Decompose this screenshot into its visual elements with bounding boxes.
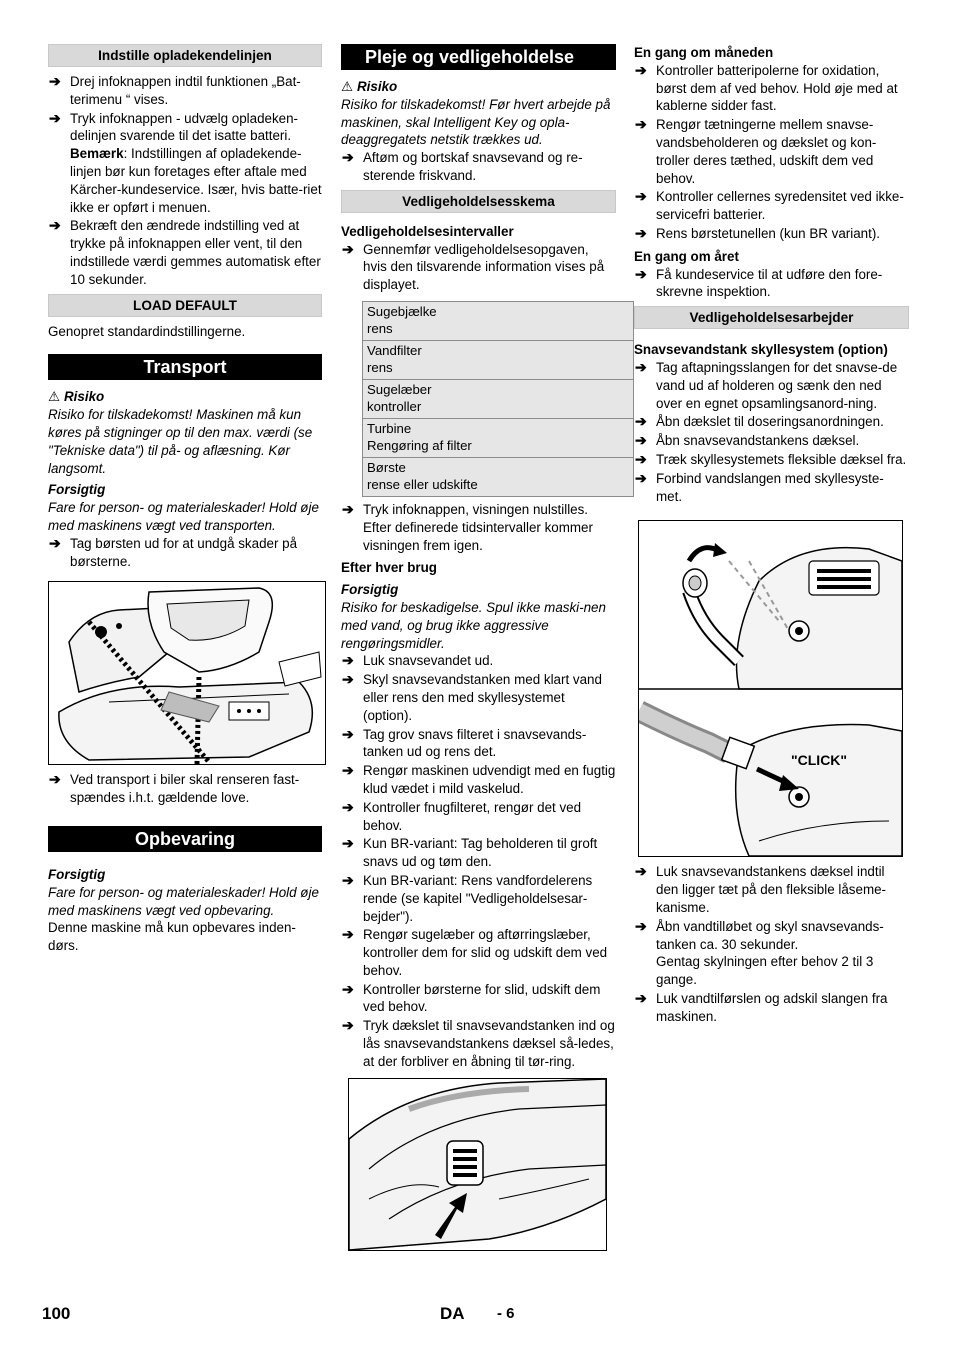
list-item: ➔ Få kundeservice til at udføre den fore-skrevne inspektion. (635, 265, 883, 300)
caution-heading: Forsigtig (48, 866, 106, 882)
list-item: ➔ Kontroller batteripolerne for oxidation, børst dem af ved behov. Hold øje med at kablerne sidder fast. (635, 61, 898, 114)
column-middle (341, 44, 616, 1251)
list-item: ➔ Tryk infoknappen - udvælg opladeken-delinjen svarende til det isatte batteri. Bemærk: Indstillingen af opladekende-linjen bør kun foretages efter aftale med Kärcher-kundeservice. Især, hvis batte-riet ikke er opført i menuen. (49, 109, 322, 215)
section-heading-load-default: LOAD DEFAULT (48, 294, 322, 317)
list-item: ➔ Luk snavsevandet ud. (342, 652, 494, 669)
list-item: ➔ Tag aftapningsslangen for det snavse-de vand ud af holderen og sænk den ned over en egnet opsamlingsanord-ning. (635, 358, 898, 411)
arrow-right-icon: ➔ (342, 652, 354, 669)
arrow-right-icon: ➔ (635, 413, 647, 430)
arrow-right-icon: ➔ (49, 217, 61, 234)
subheading-monthly: En gang om måneden (634, 45, 774, 60)
arrow-right-icon: ➔ (49, 109, 61, 126)
list-item: ➔ Kontroller cellernes syredensitet ved ikke-servicefri batterier. (635, 188, 904, 223)
arrow-right-icon: ➔ (342, 980, 354, 997)
tank-lid-illustration (348, 1078, 607, 1251)
machine-brush-removal-drawing (49, 582, 325, 764)
note-text: : Indstillingen af opladekende-linjen bør kun foretages efter aftale med Kärcher-kundeservice. Især, hvis batte-riet ikke er opført i menuen. (70, 146, 322, 215)
list-item: ➔ Rens børstetunellen (kun BR variant). (635, 224, 881, 241)
tank-lid-lock-drawing (349, 1079, 606, 1250)
list-item: ➔ Rengør maskinen udvendigt med en fugtig klud vædet i mild vaskelud. (342, 762, 616, 796)
transport-illustration (48, 581, 326, 765)
hose-connection-drawing (639, 521, 902, 856)
page-number: 100 (42, 1304, 71, 1323)
arrow-right-icon: ➔ (635, 989, 647, 1006)
list-item: ➔ Tag børsten ud for at undgå skader på børsterne. (49, 534, 298, 569)
list-item: ➔ Åbn vandtilløbet og skyl snavsevands-tanken ca. 30 sekunder. Gentag skylningen efter behov 2 til 3 gange. (635, 917, 884, 988)
list-item: ➔ Rengør sugelæber og aftørringslæber, kontroller dem for slid og udskift dem ved behov. (342, 926, 608, 978)
list-item: ➔ Forbind vandslangen med skyllesyste-met. (635, 469, 884, 504)
click-label: "CLICK" (791, 752, 848, 769)
arrow-right-icon: ➔ (635, 917, 647, 934)
storage-text: Denne maskine må kun opbevares inden-dørs. (48, 920, 296, 954)
close-steps (634, 863, 909, 1025)
arrow-right-icon: ➔ (635, 61, 647, 78)
warning-triangle-icon: ⚠ (48, 389, 61, 405)
table-row: Vandfilter rens (363, 340, 634, 379)
arrow-right-icon: ➔ (635, 224, 647, 241)
list-item: ➔ Kontroller børsterne for slid, udskift dem ved behov. (342, 980, 601, 1015)
maintenance-risk-text: Risiko for tilskadekomst! Før hvert arbejde på maskinen, skal Intelligent Key og opla-deaggregatets netstik trækkes ud. (341, 96, 611, 148)
language-code: DA (440, 1304, 465, 1323)
list-item: ➔ Åbn dækslet til doseringsanordningen. (635, 413, 884, 430)
arrow-right-icon: ➔ (635, 116, 647, 133)
subheading-yearly: En gang om året (634, 248, 739, 264)
list-item: ➔ Bekræft den ændrede indstilling ved at trykke på infoknappen eller vent, til den indstillede værdi gemmes automatisk efter 10 sekunder. (49, 217, 321, 287)
arrow-right-icon: ➔ (342, 725, 354, 742)
list-item: ➔ Rengør tætningerne mellem snavse-vandsbeholderen og dækslet og kon-troller deres tæthed, udskift dem ved behov. (635, 116, 877, 186)
warning-triangle-icon: ⚠ (341, 79, 354, 94)
arrow-right-icon: ➔ (342, 926, 354, 943)
chapter-heading-maintenance: Pleje og vedligeholdelse (341, 44, 616, 70)
list-item: ➔ Skyl snavsevandstanken med klart vand eller rens den med skyllesystemet (option). (342, 671, 602, 723)
arrow-right-icon: ➔ (49, 771, 61, 788)
rinse-steps (634, 359, 909, 505)
list-item: ➔ Drej infoknappen indtil funktionen „Bat-terimenu “ vises. (49, 73, 301, 107)
arrow-right-icon: ➔ (342, 762, 354, 779)
list-item: ➔ Træk skyllesystemets fleksible dæksel fra. (635, 450, 907, 467)
subheading-rinse-system: Snavsevandstank skyllesystem (option) (634, 342, 888, 358)
subheading-intervals: Vedligeholdelsesintervaller (341, 223, 514, 239)
arrow-right-icon: ➔ (635, 188, 647, 205)
section-heading-charge-line: Indstille opladekendelinjen (48, 44, 322, 67)
maintenance-schedule-table (362, 301, 634, 497)
section-heading-schedule: Vedligeholdelsesskema (341, 190, 616, 213)
transport-risk-text: Risiko for tilskadekomst! Maskinen må kun køres på stigninger op til den max. værdi (se "Tekniske data") til på- og aflæsning. Kør langsomt. (48, 407, 313, 476)
list-item: ➔ Tryk dækslet til snavsevandstanken ind og lås snavsevandstankens dæksel så-ledes, at der forbliver en åbning til tør-ring. (342, 1017, 615, 1069)
monthly-steps (634, 62, 909, 243)
list-item: ➔ Åbn snavsevandstankens dæksel. (635, 432, 860, 449)
arrow-right-icon: ➔ (342, 835, 354, 852)
arrow-right-icon: ➔ (342, 240, 354, 257)
risk-heading: ⚠ Risiko (48, 389, 105, 405)
risk-heading: ⚠ Risiko (341, 79, 398, 94)
arrow-right-icon: ➔ (635, 863, 647, 880)
section-page-number: - 6 (497, 1305, 515, 1322)
list-item: ➔ Gennemfør vedligeholdelsesopgaven, hvis den tilsvarende information vises på displayet. (342, 240, 605, 293)
list-item: ➔ Tryk infoknappen, visningen nulstilles. Efter definerede tidsintervaller kommer visningen frem igen. (342, 500, 593, 553)
table-row: Turbine Rengøring af filter (363, 418, 634, 457)
load-default-text: Genopret standardindstillingerne. (48, 323, 246, 339)
arrow-right-icon: ➔ (342, 149, 354, 166)
list-item: ➔ Aftøm og bortskaf snavsevand og re-sterende friskvand. (342, 149, 583, 183)
arrow-right-icon: ➔ (342, 671, 354, 688)
transport-steps (48, 535, 322, 571)
section-heading-maintenance-work: Vedligeholdelsesarbejder (634, 306, 909, 329)
list-item: ➔ Luk vandtilførslen og adskil slangen fra maskinen. (635, 989, 888, 1024)
list-item: ➔ Ved transport i biler skal renseren fast-spændes i.h.t. gældende love. (49, 771, 300, 806)
arrow-right-icon: ➔ (49, 73, 61, 89)
list-item: ➔ Luk snavsevandstankens dæksel indtil den ligger tæt på den fleksible låseme-kanisme. (635, 863, 887, 915)
after-use-steps (341, 652, 616, 1070)
arrow-right-icon: ➔ (635, 432, 647, 449)
subheading-after-use: Efter hver brug (341, 560, 437, 576)
arrow-right-icon: ➔ (342, 500, 354, 517)
chapter-heading-transport: Transport (48, 354, 322, 380)
arrow-right-icon: ➔ (49, 534, 61, 551)
arrow-right-icon: ➔ (342, 1017, 354, 1034)
arrow-right-icon: ➔ (635, 358, 647, 375)
caution-heading: Forsigtig (341, 582, 399, 598)
table-row: Sugelæber kontroller (363, 379, 634, 418)
arrow-right-icon: ➔ (342, 798, 354, 815)
caution-heading: Forsigtig (48, 482, 106, 498)
column-right (634, 44, 909, 1027)
rinse-system-illustration (638, 520, 903, 857)
repeat-text: Gentag skylningen efter behov 2 til 3 gange. (656, 954, 874, 988)
list-item: ➔ Tag grov snavs filteret i snavsevands-tanken ud og rens det. (342, 725, 587, 760)
charge-line-steps (48, 73, 322, 289)
after-use-caution-text: Risiko for beskadigelse. Spul ikke maski-nen med vand, og brug ikke aggressive rengøringsmidler. (341, 599, 606, 651)
chapter-heading-storage: Opbevaring (48, 826, 322, 852)
arrow-right-icon: ➔ (342, 871, 354, 888)
arrow-right-icon: ➔ (635, 265, 647, 282)
table-row: Børste rense eller udskifte (363, 457, 634, 496)
list-item: ➔ Kun BR-variant: Tag beholderen til groft snavs ud og tøm den. (342, 835, 598, 870)
arrow-right-icon: ➔ (635, 469, 647, 486)
storage-caution-text: Fare for person- og materialeskader! Hold øje med maskinens vægt ved opbevaring. (48, 884, 319, 918)
column-left (48, 44, 322, 955)
note-label: Bemærk (70, 146, 124, 162)
list-item: ➔ Kontroller fnugfilteret, rengør det ved behov. (342, 798, 582, 833)
transport-caution-text: Fare for person- og materialeskader! Hold øje med maskinens vægt ved transporten. (48, 500, 319, 533)
arrow-right-icon: ➔ (635, 450, 647, 467)
table-row: Sugebjælke rens (363, 301, 634, 340)
list-item: ➔ Kun BR-variant: Rens vandfordelerens rende (se kapitel "Vedligeholdelsesar-bejder"). (342, 871, 593, 924)
